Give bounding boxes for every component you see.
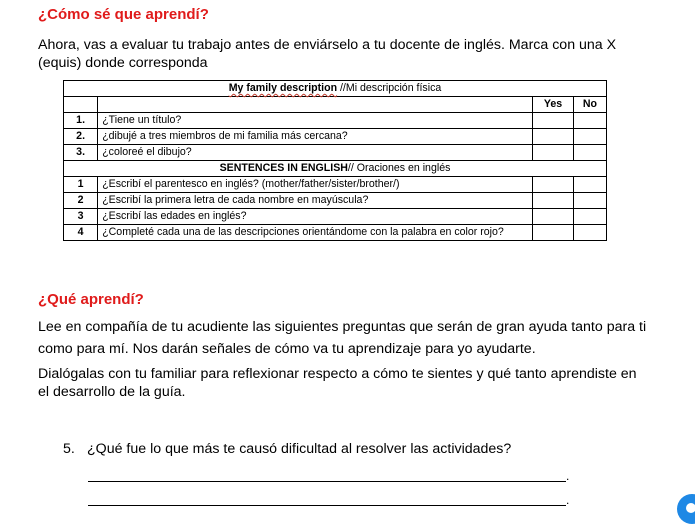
table-title-bold: My family description <box>228 82 338 94</box>
section-title-rest: // Oraciones en inglés <box>347 162 451 174</box>
row-number: 2. <box>64 129 98 145</box>
yes-check-cell[interactable] <box>533 177 574 193</box>
table-row <box>64 225 607 241</box>
yes-check-cell[interactable] <box>533 145 574 161</box>
paragraph-dialogalas: Dialógalas con tu familiar para reflexionar respecto a cómo te sientes y qué tanto aprendiste en el desarrollo de la guía. <box>38 366 637 400</box>
row-number: 4 <box>64 225 98 241</box>
no-check-cell[interactable] <box>573 113 606 129</box>
question-item <box>63 441 511 457</box>
no-check-cell[interactable] <box>573 225 606 241</box>
row-text: ¿Escribí la primera letra de cada nombre en mayúscula? <box>98 193 533 209</box>
empty-cell <box>64 97 98 113</box>
col-no-header: No <box>573 97 606 113</box>
yes-check-cell[interactable] <box>533 225 574 241</box>
assistant-bubble-icon[interactable] <box>677 494 695 524</box>
table-row <box>64 193 607 209</box>
row-text: ¿dibujé a tres miembros de mi familia más cercana? <box>98 129 533 145</box>
row-number: 3 <box>64 209 98 225</box>
answer-line-end: . <box>566 469 570 483</box>
yes-check-cell[interactable] <box>533 129 574 145</box>
row-number: 3. <box>64 145 98 161</box>
row-number: 1. <box>64 113 98 129</box>
table-title <box>64 81 607 97</box>
table-row <box>64 177 607 193</box>
row-number: 1 <box>64 177 98 193</box>
answer-line[interactable] <box>88 505 566 506</box>
table-title-rest: //Mi descripción física <box>337 82 442 94</box>
col-yes-header: Yes <box>533 97 574 113</box>
yes-check-cell[interactable] <box>533 113 574 129</box>
no-check-cell[interactable] <box>573 145 606 161</box>
no-check-cell[interactable] <box>573 129 606 145</box>
row-text: ¿coloreé el dibujo? <box>98 145 533 161</box>
row-text: ¿Completé cada una de las descripciones orientándome con la palabra en color rojo? <box>98 225 533 241</box>
table-row <box>64 129 607 145</box>
no-check-cell[interactable] <box>573 209 606 225</box>
row-number: 2 <box>64 193 98 209</box>
empty-cell <box>98 97 533 113</box>
no-check-cell[interactable] <box>573 177 606 193</box>
yes-check-cell[interactable] <box>533 193 574 209</box>
answer-line[interactable] <box>88 481 566 482</box>
no-check-cell[interactable] <box>573 193 606 209</box>
answer-line-end: . <box>566 493 570 507</box>
table-row <box>64 209 607 225</box>
table-row <box>64 113 607 129</box>
heading-como-se: ¿Cómo sé que aprendí? <box>38 6 209 23</box>
section-title-bold: SENTENCES IN ENGLISH <box>219 162 348 174</box>
table-row <box>64 145 607 161</box>
question-text: ¿Qué fue lo que más te causó dificultad al resolver las actividades? <box>87 441 512 457</box>
heading-que-aprendi: ¿Qué aprendí? <box>38 291 144 308</box>
paragraph-lee: Lee en compañía de tu acudiente las siguientes preguntas que serán de gran ayuda tanto para ti como para mí. Nos darán señales de cómo va tu aprendizaje para yo ayudarte. <box>38 319 647 357</box>
intro-paragraph: Ahora, vas a evaluar tu trabajo antes de enviárselo a tu docente de inglés. Marca con una X (equis) donde corresponda <box>38 37 617 71</box>
row-text: ¿Escribí las edades en inglés? <box>98 209 533 225</box>
yes-check-cell[interactable] <box>533 209 574 225</box>
evaluation-table <box>63 80 607 241</box>
row-text: ¿Tiene un título? <box>98 113 533 129</box>
section-sentences-header <box>64 161 607 177</box>
question-number: 5. <box>63 441 75 457</box>
row-text: ¿Escribí el parentesco en inglés? (mother/father/sister/brother/) <box>98 177 533 193</box>
